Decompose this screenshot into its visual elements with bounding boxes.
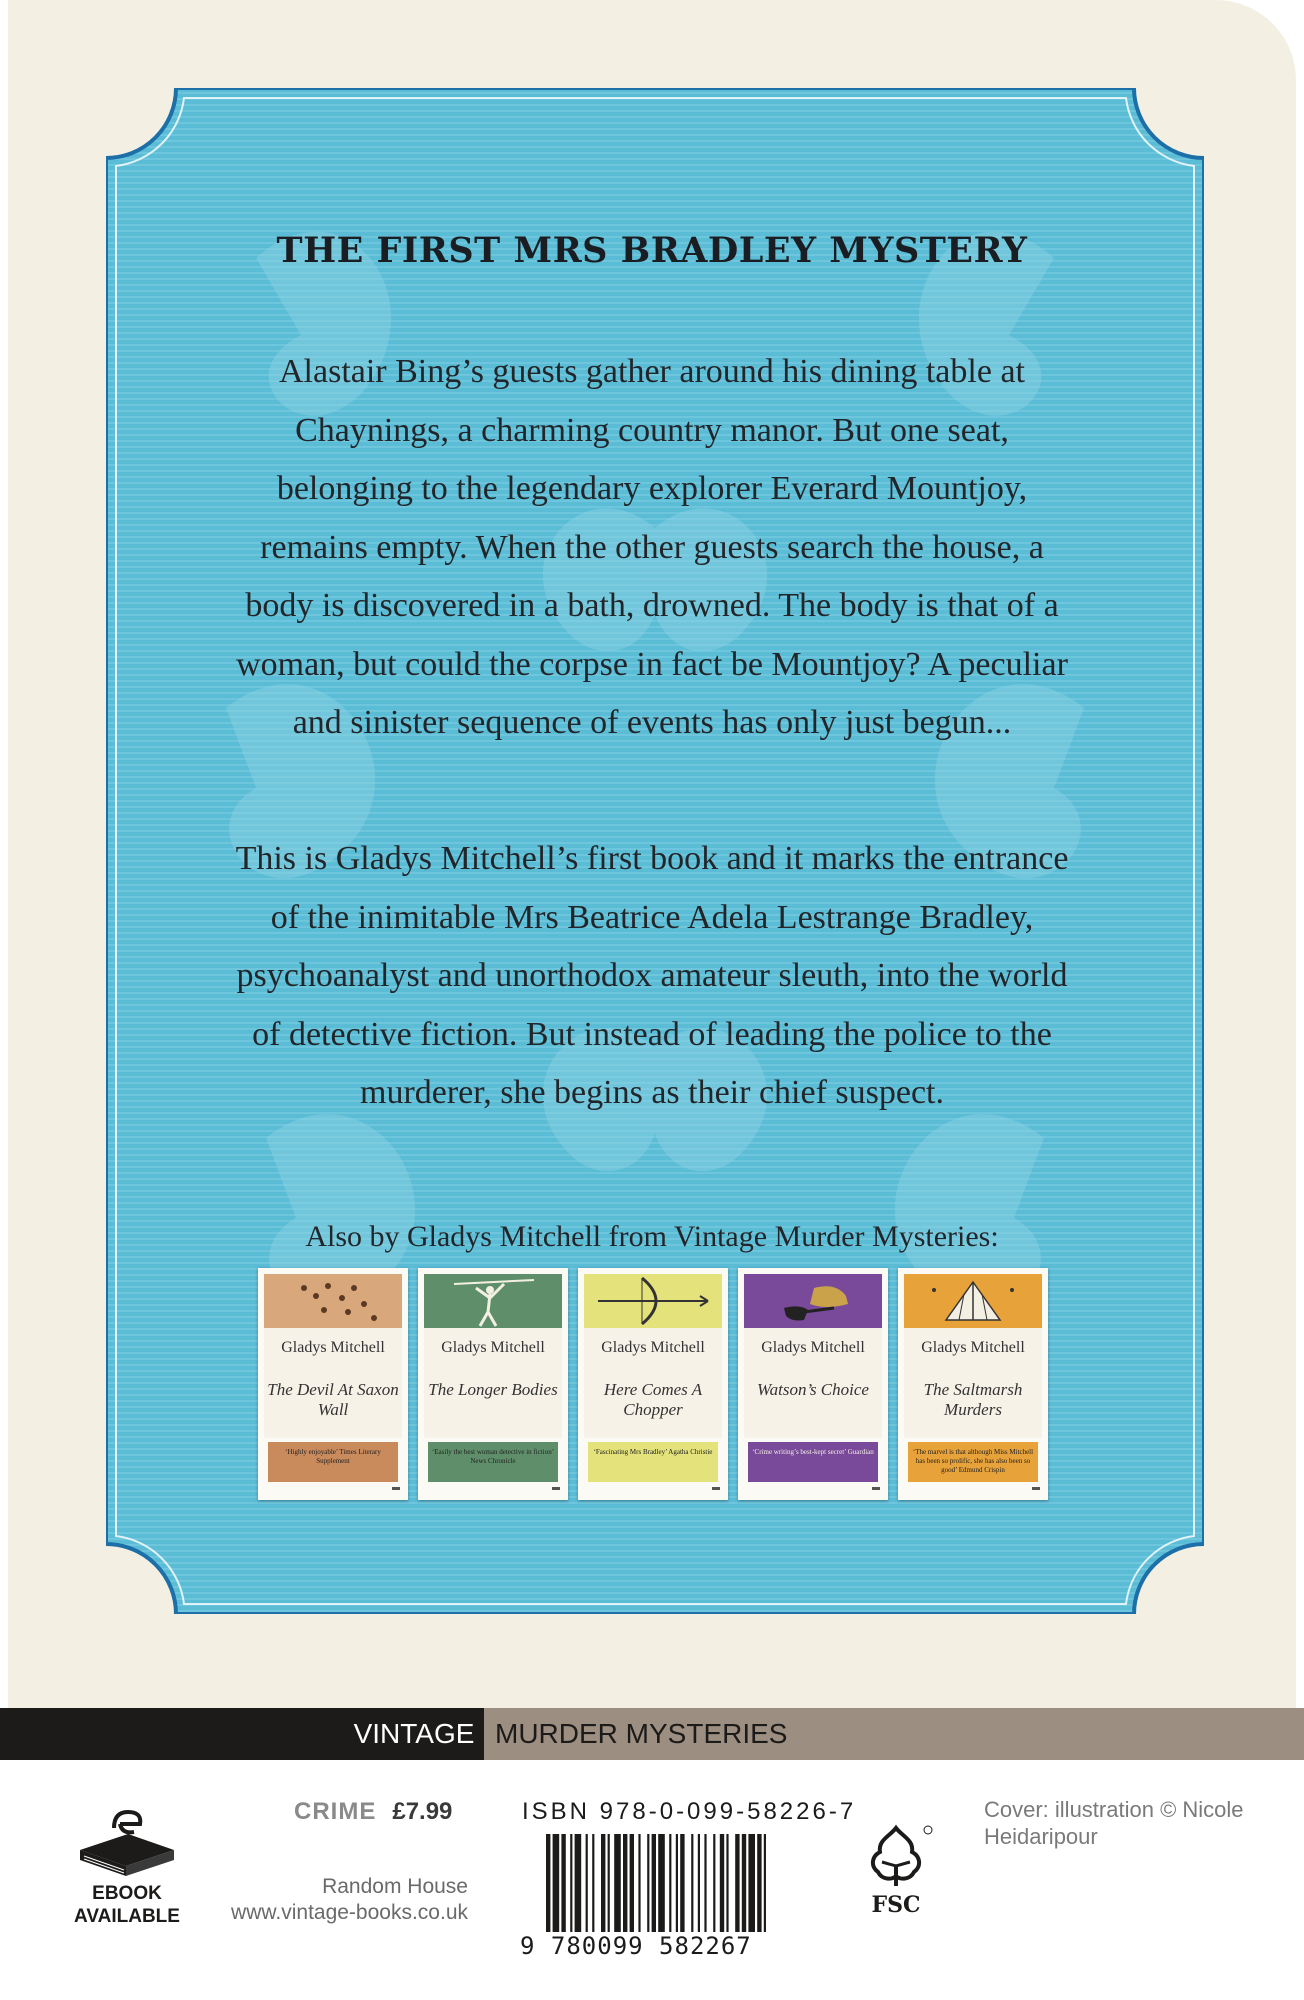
book-list <box>258 1268 1048 1500</box>
book-cover[interactable] <box>738 1268 888 1500</box>
book-author: Gladys Mitchell <box>921 1339 1025 1356</box>
book-cover[interactable] <box>898 1268 1048 1500</box>
series-label: MURDER MYSTERIES <box>484 1708 1304 1760</box>
publisher-name: Random House <box>322 1875 468 1898</box>
bow-and-arrow-icon <box>584 1274 722 1328</box>
pipe-and-hat-icon <box>744 1274 882 1328</box>
book-quote: ‘The marvel is that although Miss Mitchell has been so prolific, she has also been so good’ Edmund Crispin <box>908 1442 1038 1482</box>
book-cover[interactable] <box>258 1268 408 1500</box>
book-quote: ‘Crime writing’s best-kept secret’ Guardian <box>748 1442 878 1482</box>
circus-tent-icon <box>904 1274 1042 1328</box>
cover-heading: THE FIRST MRS BRADLEY MYSTERY <box>276 230 1028 271</box>
blurb-paragraph: Alastair Bing’s guests gather around his dining table at Chaynings, a charming country manor. But one seat, belonging to the legendary explorer Everard Mountjoy, remains empty. When the other guests search the house, a body is discovered in a bath, drowned. The body is that of a woman, but could the corpse in fact be Mountjoy? A peculiar and sinister sequence of events has only just begun... <box>236 353 1068 741</box>
book-title: Watson’s Choice <box>757 1380 869 1399</box>
ebook-label: EBOOK AVAILABLE <box>74 1883 180 1927</box>
book-quote: ‘Fascinating Mrs Bradley’ Agatha Christie <box>588 1442 718 1482</box>
barcode-icon <box>546 1834 822 1932</box>
book-quote: ‘Easily the best woman detective in fiction’ News Chronicle <box>428 1442 558 1482</box>
book-cover[interactable] <box>578 1268 728 1500</box>
category-price <box>294 1798 452 1826</box>
book-title: The Longer Bodies <box>428 1380 558 1399</box>
isbn-label: ISBN 978-0-099-58226-7 <box>522 1798 857 1825</box>
book-author: Gladys Mitchell <box>441 1339 545 1356</box>
book-author: Gladys Mitchell <box>601 1339 705 1356</box>
publisher-mark <box>872 1487 880 1490</box>
book-cover[interactable] <box>418 1268 568 1500</box>
series-band <box>0 1708 1304 1760</box>
book-author: Gladys Mitchell <box>761 1339 865 1356</box>
book-quote: ‘Highly enjoyable’ Times Literary Supplement <box>268 1442 398 1482</box>
fsc-label: FSC <box>871 1892 921 1918</box>
ebook-book-icon <box>74 1804 180 1880</box>
barcode-digits: 9 780099 582267 <box>520 1932 752 1960</box>
blurb-paragraph: This is Gladys Mitchell’s first book and it marks the entrance of the inimitable Mrs Beatrice Adela Lestrange Bradley, psychoanalyst and unorthodox amateur sleuth, into the world of detective fiction. But instead of leading the police to the murderer, she begins as their chief suspect. <box>235 840 1069 1111</box>
javelin-thrower-icon <box>424 1274 562 1328</box>
category-label: CRIME <box>294 1798 377 1825</box>
cover-credit: Cover: illustration © Nicole Heidaripour <box>984 1797 1244 1849</box>
also-by-label: Also by Gladys Mitchell from Vintage Murder Mysteries: <box>305 1220 999 1253</box>
publisher-info <box>200 1874 468 1926</box>
book-author: Gladys Mitchell <box>281 1339 385 1356</box>
footprints-icon <box>264 1274 402 1328</box>
price-label: £7.99 <box>392 1798 453 1825</box>
publisher-mark <box>552 1487 560 1490</box>
publisher-mark <box>392 1487 400 1490</box>
publisher-website[interactable]: www.vintage-books.co.uk <box>231 1901 468 1924</box>
publisher-mark <box>1032 1487 1040 1490</box>
book-title: The Saltmarsh Murders <box>923 1380 1023 1419</box>
imprint-label: VINTAGE <box>353 1718 475 1749</box>
publisher-mark <box>712 1487 720 1490</box>
book-title: Here Comes A Chopper <box>603 1380 703 1419</box>
book-title: The Devil At Saxon Wall <box>267 1380 399 1419</box>
